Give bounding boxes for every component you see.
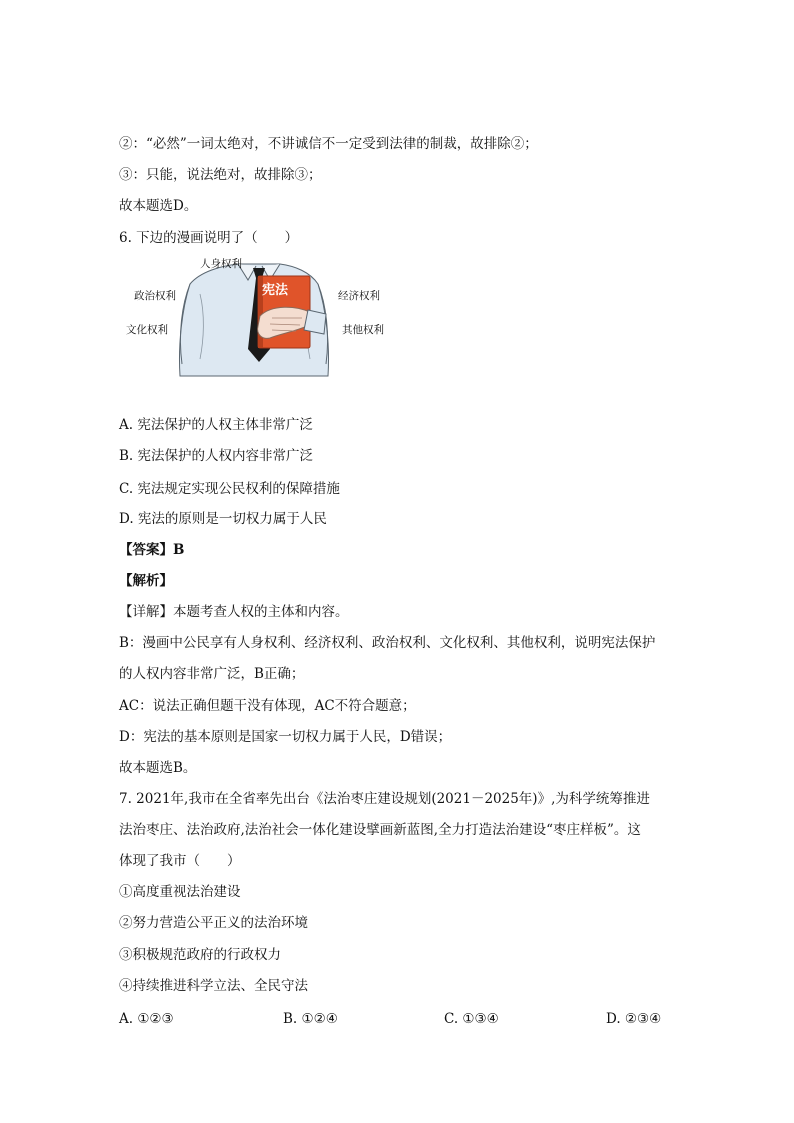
option-b: B. 宪法保护的人权内容非常广泛 — [119, 448, 314, 464]
detail-line: 【详解】本题考查人权的主体和内容。 — [119, 604, 349, 620]
option-d: D. 宪法的原则是一切权力属于人民 — [119, 511, 327, 527]
text-line: B：漫画中公民享有人身权利、经济权利、政治权利、文化权利、其他权利，说明宪法保护 — [119, 635, 656, 651]
label-economic-rights: 经济权利 — [338, 290, 380, 302]
question-7-stem: 7. 2021年,我市在全省率先出台《法治枣庄建设规划(2021－2025年)》,为科学统筹推进 — [119, 791, 650, 807]
question-7-stem: 法治枣庄、法治政府,法治社会一体化建设擘画新蓝图,全力打造法治建设“枣庄样板”。这 — [119, 822, 641, 838]
option-a: A. 宪法保护的人权主体非常广泛 — [119, 417, 313, 433]
question-7-stem: 体现了我市（ ） — [119, 853, 241, 869]
book-title: 宪法 — [262, 283, 289, 298]
option-c: C. 宪法规定实现公民权利的保障措施 — [119, 481, 340, 497]
text-line: 的人权内容非常广泛，B正确； — [119, 666, 305, 682]
analysis-heading: 【解析】 — [119, 573, 173, 589]
statement-4: ④持续推进科学立法、全民守法 — [119, 978, 308, 994]
question-6-stem: 6. 下边的漫画说明了（ ） — [119, 230, 299, 246]
constitution-cartoon — [120, 254, 392, 382]
text-line: 故本题选B。 — [119, 760, 197, 776]
text-line: ②：“必然”一词太绝对，不讲诚信不一定受到法律的制裁，故排除②； — [119, 136, 538, 152]
answer-line: 【答案】B — [119, 542, 185, 558]
q7-option-d: D. ②③④ — [606, 1011, 662, 1027]
label-personal-rights: 人身权利 — [200, 258, 242, 270]
text-line: 故本题选D。 — [119, 198, 198, 214]
statement-3: ③积极规范政府的行政权力 — [119, 947, 281, 963]
q7-option-a: A. ①②③ — [119, 1011, 174, 1027]
cartoon-illustration — [120, 254, 392, 382]
q7-option-b: B. ①②④ — [283, 1011, 338, 1027]
label-other-rights: 其他权利 — [342, 324, 384, 336]
text-line: AC：说法正确但题干没有体现，AC不符合题意； — [119, 698, 416, 714]
statement-2: ②努力营造公平正义的法治环境 — [119, 915, 308, 931]
label-political-rights: 政治权利 — [134, 290, 176, 302]
text-line: ③：只能，说法绝对，故排除③； — [119, 167, 322, 183]
statement-1: ①高度重视法治建设 — [119, 884, 241, 900]
label-cultural-rights: 文化权利 — [126, 324, 168, 336]
q7-option-c: C. ①③④ — [444, 1011, 499, 1027]
text-line: D：宪法的基本原则是国家一切权力属于人民，D错误； — [119, 729, 452, 745]
